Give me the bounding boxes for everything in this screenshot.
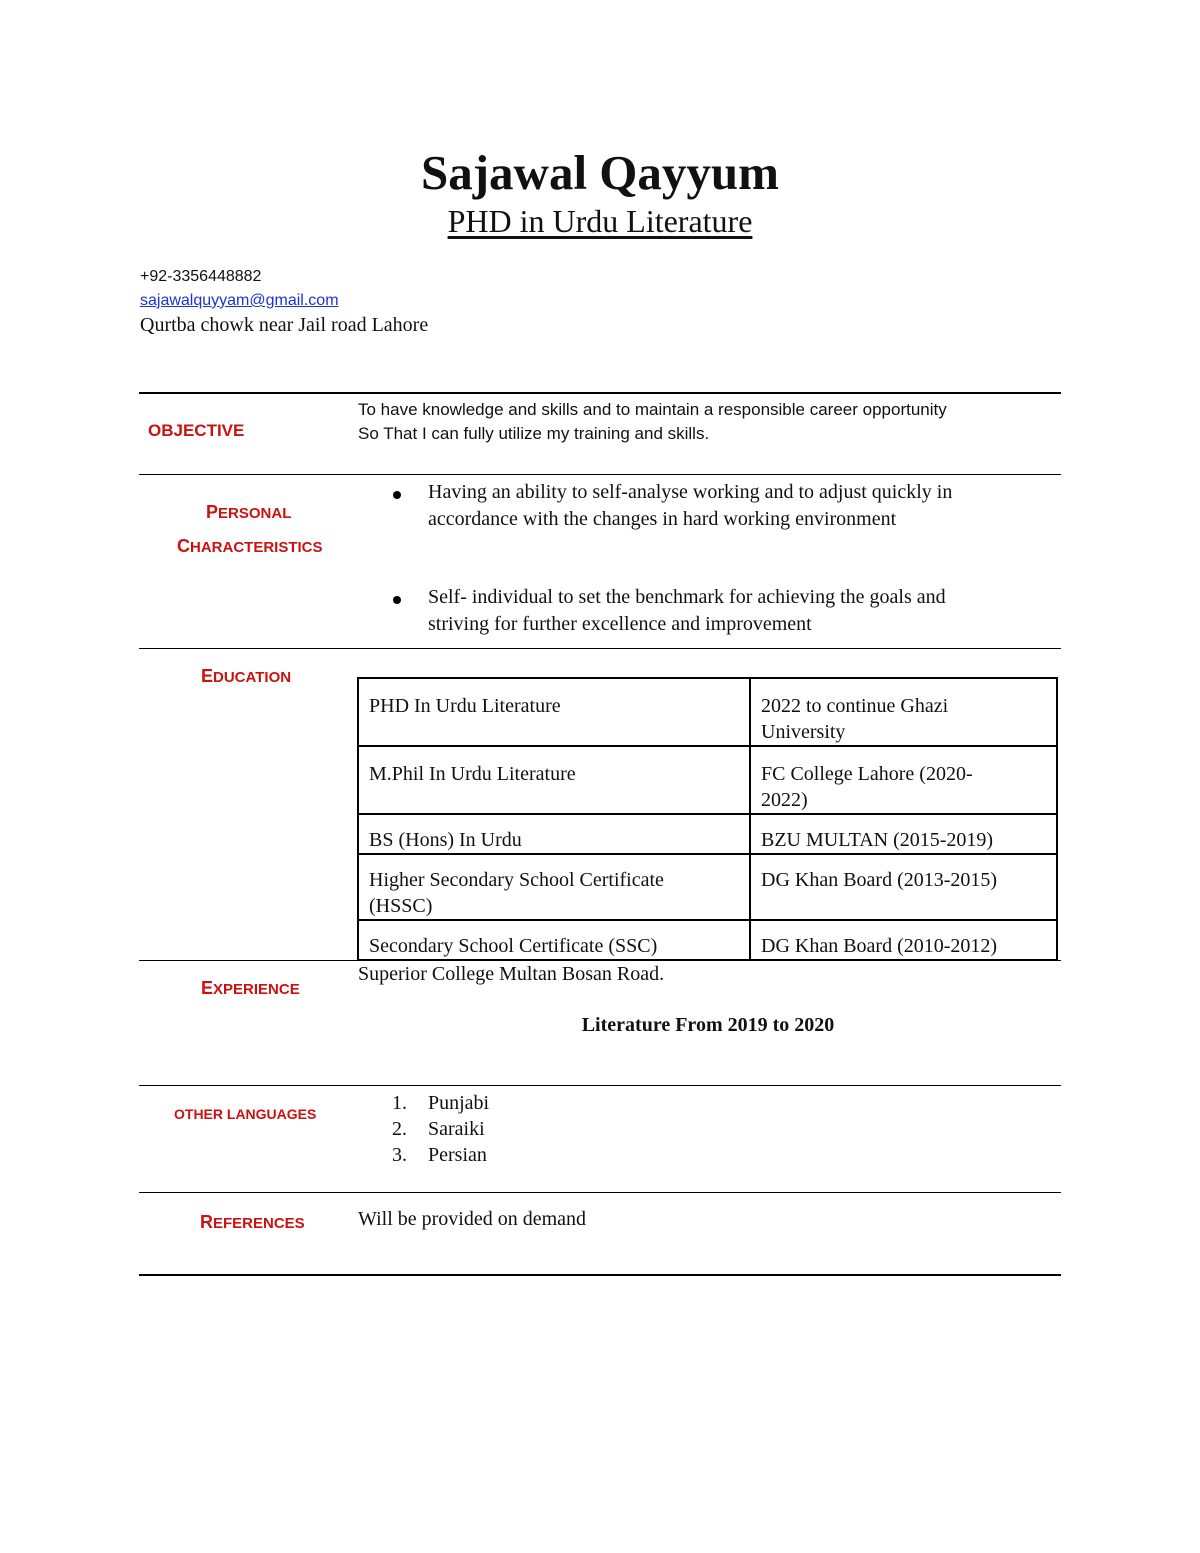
education-degree: Secondary School Certificate (SSC) bbox=[358, 920, 750, 960]
experience-period: Literature From 2019 to 2020 bbox=[581, 1014, 835, 1036]
address: Qurtba chowk near Jail road Lahore bbox=[140, 314, 429, 336]
table-row bbox=[358, 678, 1057, 746]
objective-line-2: So That I can fully utilize my training and skills. bbox=[358, 424, 710, 443]
experience-label: EXPERIENCE bbox=[201, 978, 300, 998]
candidate-name: Sajawal Qayyum bbox=[420, 145, 779, 200]
divider-experience bbox=[139, 960, 1061, 961]
email-link[interactable]: sajawalquyyam@gmail.com bbox=[140, 292, 339, 309]
education-institution: DG Khan Board (2013-2015) bbox=[750, 854, 1057, 920]
divider-languages bbox=[139, 1085, 1061, 1086]
education-degree: M.Phil In Urdu Literature bbox=[358, 746, 750, 814]
personal-bullet-1: Having an ability to self-analyse working and to adjust quickly in accordance with the changes in hard working environment bbox=[428, 481, 953, 530]
objective-line-1: To have knowledge and skills and to maintain a responsible career opportunity bbox=[358, 400, 947, 419]
references-label: REFERENCES bbox=[200, 1212, 305, 1232]
education-institution: BZU MULTAN (2015-2019) bbox=[750, 814, 1057, 854]
education-institution: DG Khan Board (2010-2012) bbox=[750, 920, 1057, 960]
divider-references bbox=[139, 1192, 1061, 1193]
divider-personal bbox=[139, 474, 1061, 475]
list-item: 1. Punjabi bbox=[392, 1092, 490, 1114]
table-row bbox=[358, 746, 1057, 814]
table-row bbox=[358, 854, 1057, 920]
table-row bbox=[358, 920, 1057, 960]
personal-label-line-1: PERSONAL bbox=[206, 502, 292, 522]
divider-education bbox=[139, 648, 1061, 649]
education-degree: Higher Secondary School Certificate (HSSC) bbox=[358, 854, 750, 920]
education-degree: PHD In Urdu Literature bbox=[358, 678, 750, 746]
divider-bottom bbox=[139, 1274, 1061, 1276]
references-text: Will be provided on demand bbox=[358, 1208, 587, 1230]
objective-text bbox=[358, 398, 1058, 446]
divider-top bbox=[139, 392, 1061, 394]
experience-college: Superior College Multan Bosan Road. bbox=[358, 963, 665, 985]
education-label: EDUCATION bbox=[201, 666, 292, 686]
headline-degree-text: PHD in Urdu Literature bbox=[447, 203, 753, 239]
list-item: 2. Saraiki bbox=[392, 1118, 485, 1140]
education-institution: FC College Lahore (2020- 2022) bbox=[750, 746, 1057, 814]
languages-label: OTHER LANGUAGES bbox=[174, 1106, 317, 1122]
objective-label: OBJECTIVE bbox=[148, 421, 245, 440]
languages-list bbox=[392, 1090, 489, 1168]
bullet-icon bbox=[393, 596, 401, 604]
headline-degree bbox=[0, 201, 1200, 241]
personal-label-line-2: CHARACTERISTICS bbox=[177, 536, 323, 556]
education-table bbox=[357, 677, 1058, 961]
table-row bbox=[358, 814, 1057, 854]
education-degree: BS (Hons) In Urdu bbox=[358, 814, 750, 854]
list-item: 3. Persian bbox=[392, 1144, 487, 1166]
personal-bullet-2: Self- individual to set the benchmark for achieving the goals and striving for further excellence and improvement bbox=[428, 586, 946, 635]
education-institution: 2022 to continue Ghazi University bbox=[750, 678, 1057, 746]
bullet-icon bbox=[393, 491, 401, 499]
phone-number: +92-3356448882 bbox=[140, 268, 262, 285]
